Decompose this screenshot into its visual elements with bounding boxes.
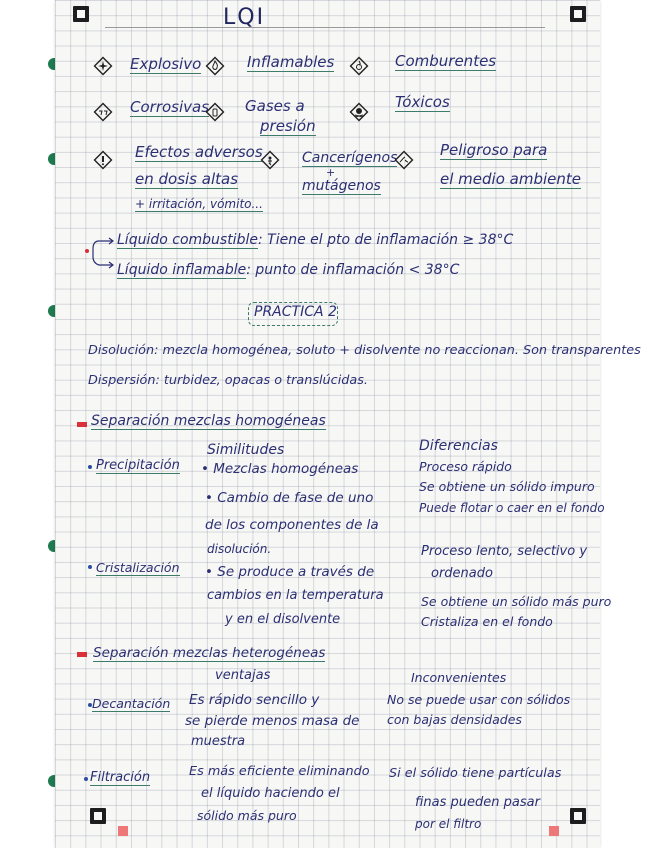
sim-line-4: disolución. (207, 542, 272, 556)
ven-line-3: muestra (191, 734, 246, 749)
inc-line-5: por el filtro (415, 817, 482, 831)
notebook-page (55, 0, 641, 848)
skull-icon (349, 102, 369, 122)
liquid-inflamable-text: : punto de inflamación < 38°C (246, 262, 460, 278)
hazard-comburentes: Comburentes (395, 52, 497, 70)
liquid-combustible-text: : Tiene el pto de inflamación ≥ 38°C (257, 232, 514, 248)
corner-marker-bottom-right (570, 808, 586, 824)
hom-heading: Separación mezclas homogéneas (91, 413, 326, 429)
liquid-inflamable-label-text: Líquido inflamable (117, 262, 247, 278)
page-title: LQI (223, 5, 266, 30)
ven-line-2: se pierde menos masa de (185, 713, 360, 729)
hazard-cancerigenos-2: mutágenos (302, 178, 381, 194)
method-cristalizacion: Cristalización (96, 560, 180, 575)
practica-heading: PRACTICA 2 (254, 304, 337, 320)
inc-line-3: Si el sólido tiene partículas (389, 766, 562, 781)
ven-line-4: Es más eficiente eliminando (189, 764, 370, 779)
pink-square (549, 826, 559, 836)
hazard-gases-a: Gases a (245, 97, 305, 115)
hom-col-similitudes: Similitudes (207, 442, 285, 458)
bullet (84, 777, 88, 781)
ven-line-1: Es rápido sencillo y (189, 692, 320, 708)
inc-line-4: finas pueden pasar (415, 795, 540, 810)
hazard-efectos-2: en dosis altas (135, 170, 239, 188)
bullet (88, 565, 92, 569)
inc-line-2: con bajas densidades (387, 712, 522, 727)
hazard-efectos-1: Efectos adversos (135, 143, 263, 161)
section-marker (77, 652, 87, 657)
het-col-ventajas: ventajas (215, 668, 271, 683)
sim-line-5: • Se produce a través de (205, 564, 375, 580)
hazard-gases-b: presión (260, 117, 316, 135)
inc-line-1: No se puede usar con sólidos (387, 692, 571, 707)
hazard-toxicos: Tóxicos (395, 93, 450, 111)
health-hazard-icon (260, 150, 280, 170)
sim-line-6: cambios en la temperatura (207, 588, 384, 603)
gas-cylinder-icon (205, 102, 225, 122)
hazard-inflamables: Inflamables (247, 53, 335, 71)
het-heading: Separación mezclas heterogéneas (93, 645, 326, 661)
pink-square (118, 826, 128, 836)
oxidizer-icon (349, 56, 369, 76)
environment-icon (394, 150, 414, 170)
hazard-cancerigenos-plus: + (326, 166, 336, 179)
flame-icon (205, 56, 225, 76)
def-disolucion: Disolución: mezcla homogénea, soluto + disolvente no reaccionan. Son transparentes (88, 343, 641, 358)
dif-line-7: Cristaliza en el fondo (421, 614, 553, 629)
sim-line-7: y en el disolvente (225, 612, 341, 627)
bullet (88, 465, 92, 469)
hom-col-diferencias: Diferencias (419, 438, 498, 454)
exclamation-icon (93, 150, 113, 170)
method-filtracion: Filtración (90, 770, 151, 785)
hazard-explosivo: Explosivo (130, 55, 202, 73)
hazard-peligroso-2: el medio ambiente (440, 170, 581, 188)
def-dispersion: Dispersión: turbidez, opacas o translúcidas. (88, 373, 368, 388)
liquid-combustible-label-text: Líquido combustible (117, 232, 258, 248)
sim-line-3: de los componentes de la (205, 517, 379, 533)
sim-line-2: • Cambio de fase de uno (205, 490, 374, 506)
ven-line-6: sólido más puro (197, 808, 297, 823)
hazard-corrosivas: Corrosivas (130, 98, 210, 116)
explosive-icon (93, 56, 113, 76)
method-precipitacion: Precipitación (96, 458, 180, 473)
method-decantacion: Decantación (92, 696, 171, 711)
dif-line-6: Se obtiene un sólido más puro (421, 594, 612, 609)
liquid-inflamable-label (117, 262, 459, 278)
section-marker (77, 422, 87, 427)
corner-marker-top-right (570, 6, 586, 22)
dif-line-1: Proceso rápido (419, 459, 512, 474)
bracket-arrow-icon (85, 233, 115, 273)
hazard-peligroso-1: Peligroso para (440, 141, 548, 159)
corner-marker-bottom-left (90, 808, 106, 824)
liquid-combustible-label (117, 232, 513, 248)
corner-marker-top-left (73, 6, 89, 22)
dif-line-3: Puede flotar o caer en el fondo (419, 501, 605, 515)
sim-line-1: • Mezclas homogéneas (201, 461, 359, 477)
dif-line-2: Se obtiene un sólido impuro (419, 479, 595, 494)
dif-line-4: Proceso lento, selectivo y (421, 544, 588, 559)
ven-line-5: el líquido haciendo el (201, 786, 340, 801)
title-line (105, 27, 545, 28)
hazard-cancerigenos-1: Cancerígenos (302, 150, 398, 166)
het-col-inconvenientes: Inconvenientes (411, 670, 507, 685)
corrosive-icon (93, 102, 113, 122)
dif-line-5: ordenado (431, 566, 493, 581)
hazard-efectos-3: + irritación, vómito... (135, 197, 263, 211)
